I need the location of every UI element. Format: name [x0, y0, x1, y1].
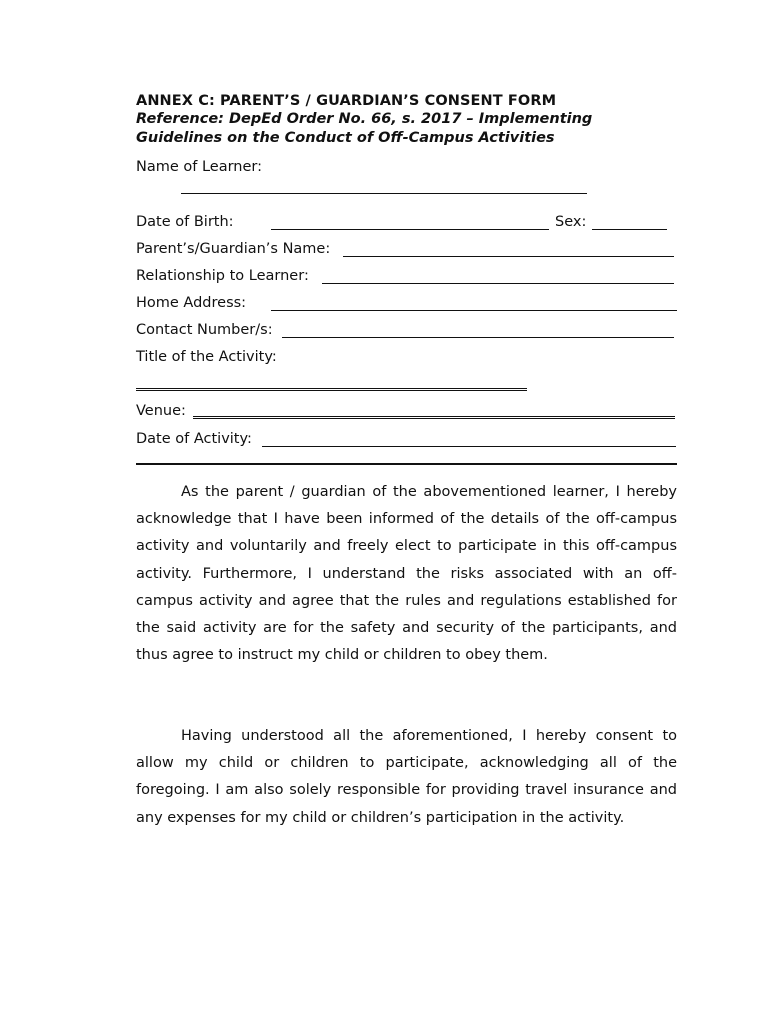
consent-paragraph-1: As the parent / guardian of the abovementioned learner, I hereby acknowledge that I have been informed of the details of the off-campus activity and voluntarily and freely elect to participate in this off-campus activity. Furthermore, I understand the risks associated with an off-campus activity and agree that the rules and regulations established for the said activity are for the safety and security of the participants, and thus agree to instruct my child or children to obey them. [136, 484, 677, 664]
date-of-activity-field[interactable] [262, 436, 676, 447]
contact-number-field[interactable] [282, 327, 674, 338]
guardian-name-label: Parent’s/Guardian’s Name: [136, 241, 331, 257]
sex-field[interactable] [592, 219, 667, 230]
contact-number-label: Contact Number/s: [136, 322, 273, 338]
date-of-activity-label: Date of Activity: [136, 431, 252, 447]
venue-field[interactable] [193, 408, 675, 419]
name-of-learner-field[interactable] [181, 183, 587, 194]
guardian-name-field[interactable] [343, 246, 674, 257]
reference-line-2: Guidelines on the Conduct of Off-Campus Activities [136, 130, 555, 146]
relationship-label: Relationship to Learner: [136, 268, 309, 284]
name-of-learner-label: Name of Learner: [136, 159, 263, 175]
activity-title-label: Title of the Activity: [136, 349, 277, 365]
venue-label: Venue: [136, 403, 186, 419]
sex-label: Sex: [555, 214, 587, 230]
consent-form-page [136, 92, 677, 826]
date-of-birth-label: Date of Birth: [136, 214, 234, 230]
home-address-label: Home Address: [136, 295, 247, 311]
reference-line-1: Reference: DepEd Order No. 66, s. 2017 – Implementing [136, 111, 593, 127]
home-address-field[interactable] [271, 300, 677, 311]
relationship-field[interactable] [322, 273, 674, 284]
consent-paragraph-2: Having understood all the aforementioned, I hereby consent to allow my child or children to participate, acknowledging all of the foregoing. I am also solely responsible for providing travel insurance and any expenses for my child or children’s participation in the activity. [136, 728, 677, 826]
activity-title-field[interactable] [136, 380, 527, 391]
form-title: ANNEX C: PARENT’S / GUARDIAN’S CONSENT FORM [136, 93, 557, 109]
date-of-birth-field[interactable] [271, 219, 549, 230]
section-divider [136, 463, 677, 465]
